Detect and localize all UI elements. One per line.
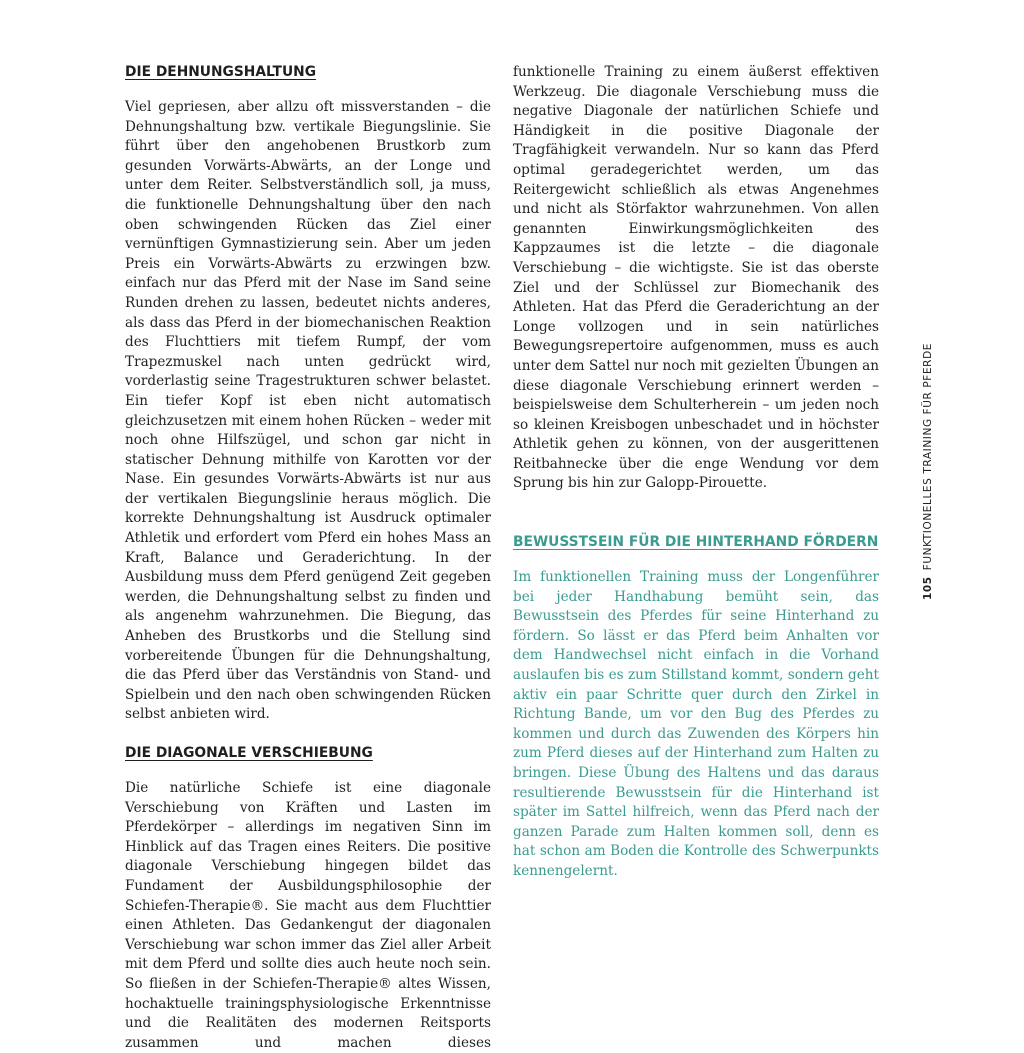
- paragraph-dehnungshaltung: Viel gepriesen, aber allzu oft missverstanden – die Dehnungshaltung bzw. vertikale Biegungslinie. Sie führt über den angehobenen Brustkorb zum gesunden Vorwärts-Abwärts, an der Longe und unter dem Reiter. Selbstverständlich soll, ja muss, die funktionelle Dehnungshaltung über den nach oben schwingenden Rücken das Ziel einer vernünftigen Gymnastizierung sein. Aber um jeden Preis ein Vorwärts-Abwärts zu erzwingen bzw. einfach nur das Pferd mit der Nase im Sand seine Runden drehen zu lassen, bedeutet nichts anderes, als dass das Pferd in der biomechanischen Reaktion des Fluchttiers mit tiefem Rumpf, der vom Trapezmuskel nach unten gedrückt wird, vorderlastig seine Tragestrukturen schwer belastet. Ein tiefer Kopf ist eben nicht automatisch gleichzusetzen mit einem hohen Rücken – weder mit noch ohne Hilfszügel, und schon gar nicht in statischer Dehnung mithilfe von Karotten vor der Nase. Ein gesundes Vorwärts-Abwärts ist nur aus der vertikalen Biegungslinie heraus möglich. Die korrekte Dehnungshaltung ist Ausdruck optimaler Athletik und erfordert vom Pferd ein hohes Mass an Kraft, Balance und Geraderichtung. In der Ausbildung muss dem Pferd genügend Zeit gegeben werden, die Dehnungshaltung selbst zu finden und als angenehm wahrzunehmen. Die Biegung, das Anheben des Brustkorbs und die Stellung sind vorbereitende Übungen für die Dehnungshaltung, die das Pferd über das Verständnis von Stand- und Spielbein und den nach oben schwingenden Rücken selbst anbieten wird.: [125, 99, 491, 723]
- paragraph-diagonale-verschiebung-part-2: funktionelle Training zu einem äußerst effektiven Werkzeug. Die diagonale Verschiebung muss die negative Diagonale der natürlichen Schiefe und Händigkeit in die positive Diagonale der Tragfähigkeit verwandeln. Nur so kann das Pferd optimal geradegerichtet werden, um das Reitergewicht schließlich als etwas Angenehmes und nicht als Störfaktor wahrzunehmen. Von allen genannten Einwirkungsmöglichkeiten des Kappzaumes ist die letzte – die diagonale Verschiebung – die wichtigste. Sie ist das oberste Ziel und der Schlüssel zur Biomechanik des Athleten. Hat das Pferd die Geraderichtung an der Longe vollzogen und in sein natürliches Bewegungsrepertoire aufgenommen, muss es auch unter dem Sattel nur noch mit gezielten Übungen an diese diagonale Verschiebung erinnert werden – beispielsweise dem Schulterherein – um jeden noch so kleinen Kreisbogen unbeschadet und in höchster Athletik gehen zu können, von der ausgerittenen Reitbahnecke über die enge Wendung vor dem Sprung bis hin zur Galopp-Pirouette.: [513, 64, 879, 492]
- paragraph-diagonale-verschiebung-part-1: Die natürliche Schiefe ist eine diagonale Verschiebung von Kräften und Lasten im Pferdekörper – allerdings im negativen Sinn im Hinblick auf das Tragen eines Reiters. Die positive diagonale Verschiebung hingegen bildet das Fundament der Ausbildungsphilosophie der Schiefen-Therapie®. Sie macht aus dem Fluchttier einen Athleten. Das Gedankengut der diagonalen Verschiebung war schon immer das Ziel aller Arbeit mit dem Pferd und sollte dies auch heute noch sein. So fließen in der Schiefen-Therapie® altes Wissen, hochaktuelle trainingsphysiologische Erkenntnisse und die Realitäten des modernen Reitsports zusammen und machen dieses: [125, 780, 491, 1051]
- page-number: 105: [922, 576, 934, 600]
- left-column: [125, 63, 491, 1053]
- running-header: [922, 343, 946, 624]
- right-column: [513, 63, 879, 882]
- section-heading-diagonale-verschiebung: DIE DIAGONALE VERSCHIEBUNG: [125, 745, 373, 761]
- section-heading-dehnungshaltung: DIE DEHNUNGSHALTUNG: [125, 64, 317, 80]
- section-heading-hinterhand: BEWUSSTSEIN FÜR DIE HINTERHAND FÖRDERN: [513, 534, 879, 551]
- paragraph-hinterhand: Im funktionellen Training muss der Longenführer bei jeder Handhabung bemüht sein, das Bewusstsein des Pferdes für seine Hinterhand zu fördern. So lässt er das Pferd beim Anhalten vor dem Handwechsel nicht einfach in die Vorhand auslaufen bis es zum Stillstand kommt, sondern geht aktiv ein paar Schritte quer durch den Zirkel in Richtung Bande, um vor den Bug des Pferdes zu kommen und durch das Zuwenden des Körpers hin zum Pferd dieses auf der Hinterhand zum Halten zu bringen. Diese Übung des Haltens und das daraus resultierende Bewusstsein für die Hinterhand ist später im Sattel hilfreich, wenn das Pferd nach der ganzen Parade zum Halten kommen soll, denn es hat schon am Boden die Kontrolle des Schwerpunkts kennengelernt.: [513, 569, 879, 879]
- running-header-text: [922, 343, 934, 600]
- running-header-title: FUNKTIONELLES TRAINING FÜR PFERDE: [922, 343, 934, 571]
